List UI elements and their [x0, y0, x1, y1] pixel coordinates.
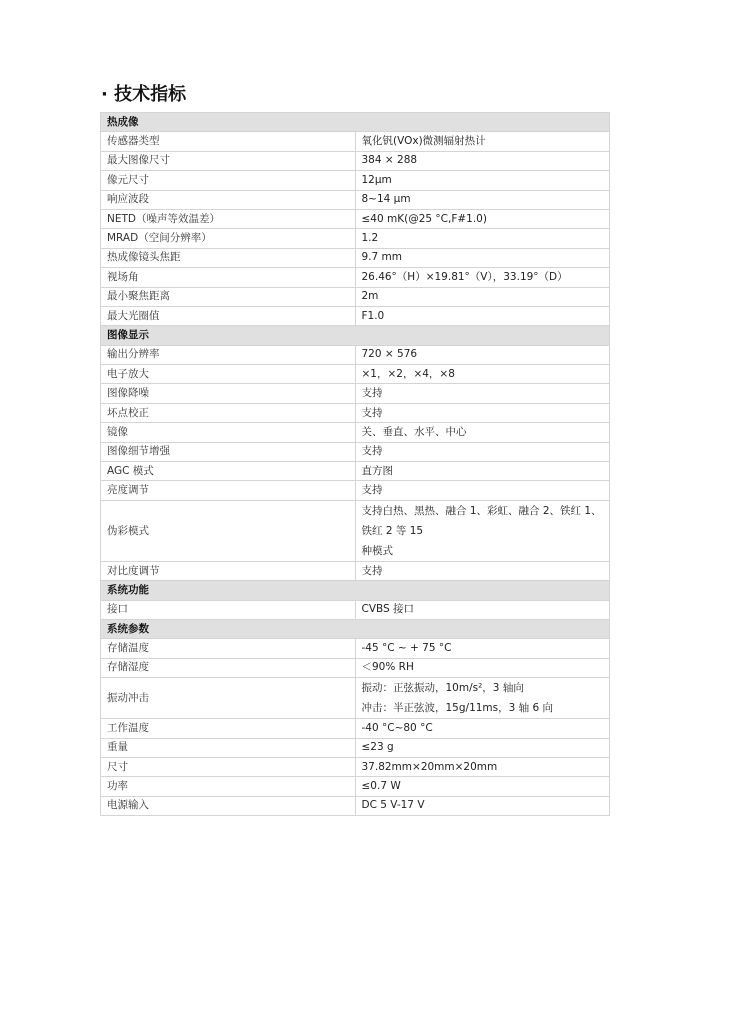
spec-value — [355, 403, 610, 422]
spec-value — [355, 481, 610, 500]
section-title: 系统参数 — [101, 619, 610, 638]
spec-value-line: 720 × 576 — [361, 348, 418, 361]
spec-value — [355, 639, 610, 658]
spec-label: 传感器类型 — [101, 132, 356, 151]
spec-value-line: 12μm — [361, 173, 392, 186]
spec-value-line: 支持 — [361, 387, 383, 400]
spec-label: 伪彩模式 — [101, 500, 356, 561]
spec-value — [355, 500, 610, 561]
spec-value-line: 振动：正弦振动，10m/s²，3 轴向 — [361, 682, 524, 695]
spec-value-line: 384 × 288 — [361, 154, 418, 167]
spec-label: NETD（噪声等效温差） — [101, 209, 356, 228]
spec-label: 图像细节增强 — [101, 442, 356, 461]
spec-value-line: ≤23 g — [361, 741, 394, 754]
spec-value — [355, 384, 610, 403]
spec-value — [355, 345, 610, 364]
spec-value — [355, 738, 610, 757]
spec-value — [355, 151, 610, 170]
spec-value-line: 37.82mm×20mm×20mm — [361, 760, 498, 773]
spec-value — [355, 287, 610, 306]
page-title: · 技术指标 — [101, 84, 187, 105]
spec-value-line: 1.2 — [361, 232, 379, 245]
spec-value — [355, 365, 610, 384]
spec-value — [355, 248, 610, 267]
spec-value-line: 冲击：半正弦波，15g/11ms，3 轴 6 向 — [361, 702, 553, 715]
spec-row — [101, 500, 610, 561]
spec-value-line: 支持 — [361, 445, 383, 458]
spec-value-line: 种模式 — [361, 544, 393, 557]
spec-row — [101, 481, 610, 500]
spec-row — [101, 132, 610, 151]
section-title: 图像显示 — [101, 326, 610, 345]
spec-value-line: 2m — [361, 290, 379, 303]
spec-row — [101, 248, 610, 267]
spec-label: 热成像镜头焦距 — [101, 248, 356, 267]
spec-table-body — [101, 113, 610, 816]
spec-value — [355, 442, 610, 461]
spec-value — [355, 209, 610, 228]
spec-row — [101, 561, 610, 580]
spec-row — [101, 462, 610, 481]
spec-row — [101, 423, 610, 442]
spec-row — [101, 757, 610, 776]
spec-row — [101, 190, 610, 209]
section-title: 热成像 — [101, 113, 610, 132]
section-title: 系统功能 — [101, 581, 610, 600]
spec-row — [101, 777, 610, 796]
spec-value-line: 9.7 mm — [361, 251, 402, 264]
spec-label: 接口 — [101, 600, 356, 619]
spec-label: 存储湿度 — [101, 658, 356, 677]
spec-value-line: 关、垂直、水平、中心 — [361, 425, 467, 438]
spec-row — [101, 796, 610, 815]
spec-value — [355, 171, 610, 190]
spec-row — [101, 442, 610, 461]
spec-value — [355, 268, 610, 287]
spec-value — [355, 757, 610, 776]
spec-row — [101, 639, 610, 658]
spec-value — [355, 229, 610, 248]
spec-value-line: ≤0.7 W — [361, 780, 401, 793]
spec-row — [101, 287, 610, 306]
section-header-row — [101, 581, 610, 600]
spec-value — [355, 600, 610, 619]
spec-value-line: ≤40 mK(@25 °C,F#1.0) — [361, 212, 487, 225]
spec-label: 功率 — [101, 777, 356, 796]
spec-label: 图像降噪 — [101, 384, 356, 403]
spec-label: AGC 模式 — [101, 462, 356, 481]
spec-table — [100, 112, 610, 816]
section-header-row — [101, 113, 610, 132]
spec-value — [355, 796, 610, 815]
spec-row — [101, 171, 610, 190]
section-header-row — [101, 326, 610, 345]
spec-value — [355, 777, 610, 796]
spec-row — [101, 306, 610, 325]
spec-value — [355, 719, 610, 738]
spec-label: 振动冲击 — [101, 678, 356, 719]
spec-row — [101, 678, 610, 719]
spec-value — [355, 462, 610, 481]
spec-row — [101, 365, 610, 384]
spec-row — [101, 229, 610, 248]
spec-row — [101, 719, 610, 738]
spec-value — [355, 658, 610, 677]
spec-row — [101, 209, 610, 228]
spec-value-line: 8~14 μm — [361, 193, 411, 206]
spec-row — [101, 345, 610, 364]
spec-label: 坏点校正 — [101, 403, 356, 422]
spec-value — [355, 423, 610, 442]
spec-value — [355, 561, 610, 580]
spec-value-line: DC 5 V-17 V — [361, 799, 425, 812]
spec-value — [355, 190, 610, 209]
spec-row — [101, 600, 610, 619]
spec-label: 输出分辨率 — [101, 345, 356, 364]
spec-value-line: ＜90% RH — [361, 661, 414, 674]
spec-label: 响应波段 — [101, 190, 356, 209]
spec-label: 尺寸 — [101, 757, 356, 776]
spec-row — [101, 403, 610, 422]
spec-value — [355, 306, 610, 325]
spec-label: 最大图像尺寸 — [101, 151, 356, 170]
spec-value-line: 26.46°（H）×19.81°（V），33.19°（D） — [361, 270, 568, 283]
spec-value-line: 氧化钒(VOx)微测辐射热计 — [361, 135, 486, 148]
spec-value-line: F1.0 — [361, 309, 385, 322]
spec-value-line: 支持 — [361, 564, 383, 577]
spec-value-line: CVBS 接口 — [361, 603, 415, 616]
spec-value-line: 直方图 — [361, 464, 393, 477]
spec-value — [355, 132, 610, 151]
spec-label: 重量 — [101, 738, 356, 757]
spec-label: 最大光圈值 — [101, 306, 356, 325]
spec-value-line: 支持白热、黑热、融合 1、彩虹、融合 2、铁红 1、铁红 2 等 15 — [361, 504, 602, 537]
spec-row — [101, 658, 610, 677]
spec-label: 像元尺寸 — [101, 171, 356, 190]
spec-value-line: 支持 — [361, 406, 383, 419]
spec-row — [101, 268, 610, 287]
spec-value-line: 支持 — [361, 484, 383, 497]
spec-label: 工作温度 — [101, 719, 356, 738]
spec-label: 电子放大 — [101, 365, 356, 384]
spec-row — [101, 384, 610, 403]
spec-label: 亮度调节 — [101, 481, 356, 500]
spec-label: MRAD（空间分辨率） — [101, 229, 356, 248]
spec-label: 对比度调节 — [101, 561, 356, 580]
spec-value — [355, 678, 610, 719]
spec-label: 最小聚焦距离 — [101, 287, 356, 306]
spec-row — [101, 738, 610, 757]
spec-label: 视场角 — [101, 268, 356, 287]
spec-label: 电源输入 — [101, 796, 356, 815]
spec-value-line: ×1，×2，×4，×8 — [361, 367, 455, 380]
spec-value-line: -40 °C~80 °C — [361, 721, 433, 734]
spec-row — [101, 151, 610, 170]
section-header-row — [101, 619, 610, 638]
spec-label: 镜像 — [101, 423, 356, 442]
spec-value-line: -45 °C ~ + 75 °C — [361, 642, 452, 655]
spec-label: 存储温度 — [101, 639, 356, 658]
